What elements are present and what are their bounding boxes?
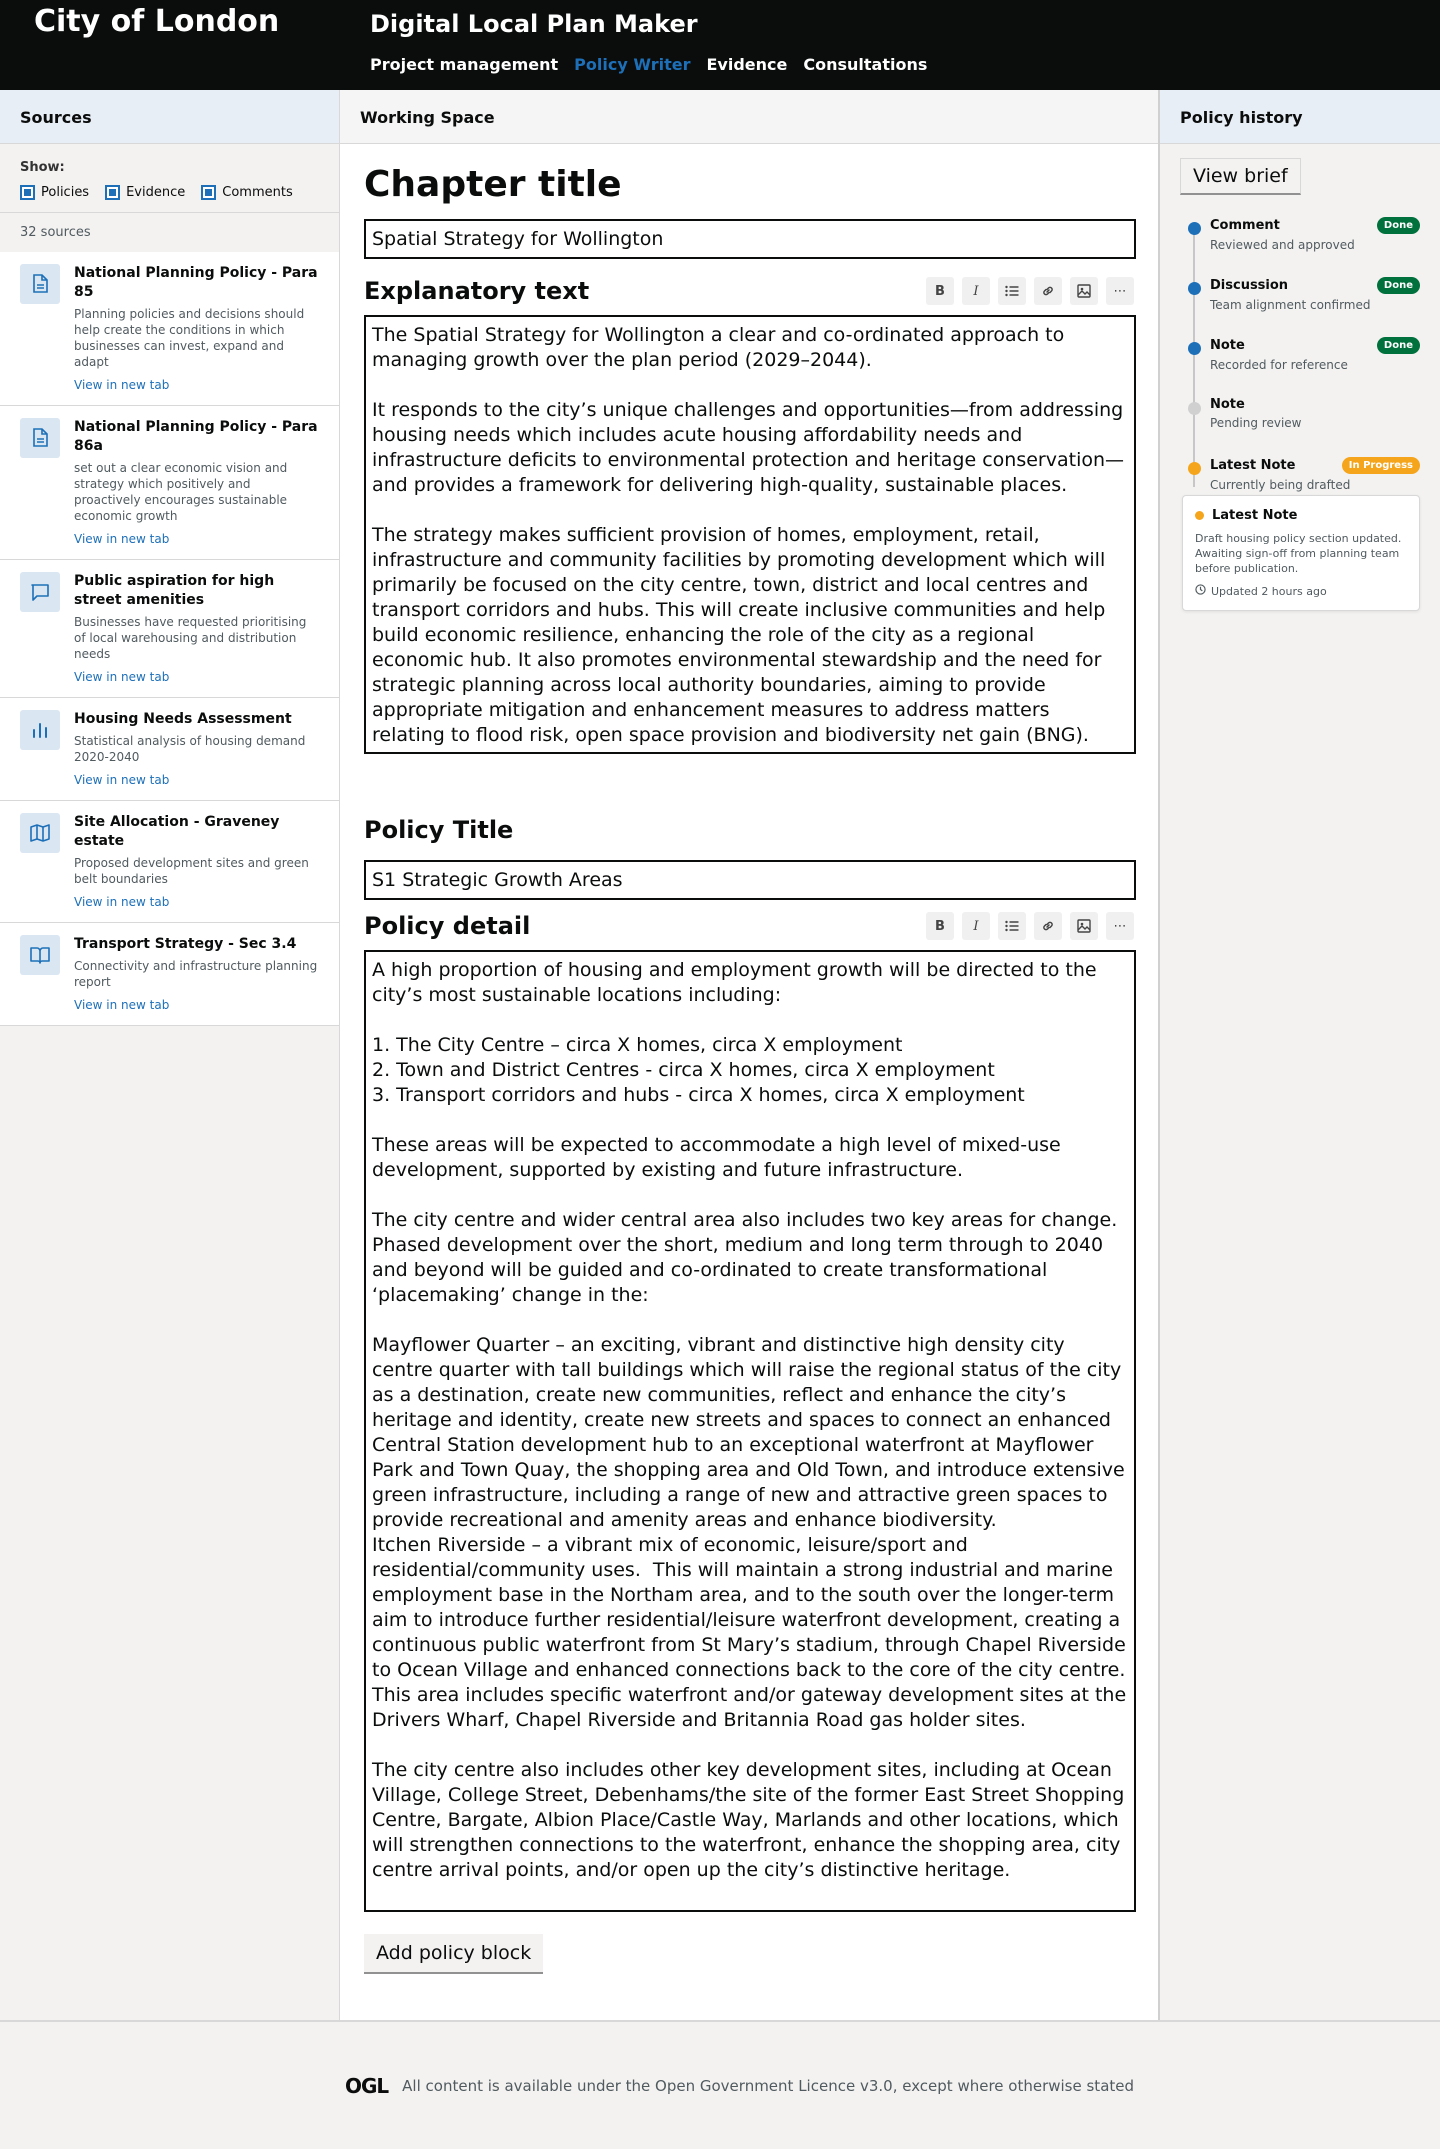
policy-history-heading: Policy history: [1160, 90, 1440, 144]
source-item: [0, 560, 339, 698]
status-dot: [1188, 402, 1201, 415]
status-dot: [1188, 462, 1201, 475]
timeline-title: Comment: [1210, 218, 1280, 233]
timeline-sub: Pending review: [1210, 416, 1302, 430]
app-title: Digital Local Plan Maker: [370, 10, 698, 38]
checkbox-comments[interactable]: [201, 185, 216, 200]
timeline-title: Note: [1210, 338, 1245, 353]
source-title: Transport Strategy - Sec 3.4: [74, 936, 297, 952]
card-title: Latest Note: [1212, 508, 1298, 523]
nav-evidence[interactable]: Evidence: [706, 55, 788, 74]
main-area: [0, 90, 1440, 2020]
explanatory-toolbar: [926, 277, 1134, 305]
licence-text-after: , except where otherwise stated: [892, 2076, 1135, 2095]
checkbox-evidence[interactable]: [105, 185, 120, 200]
timeline-sub: Reviewed and approved: [1210, 238, 1355, 252]
timeline-sub: Recorded for reference: [1210, 358, 1348, 372]
source-title: Public aspiration for high street amenities: [74, 573, 275, 608]
filter-evidence[interactable]: [105, 185, 185, 200]
more-icon[interactable]: ⋯: [1106, 277, 1134, 305]
status-dot: [1195, 511, 1204, 520]
sources-panel: [0, 90, 340, 2020]
licence-text: [402, 2077, 1134, 2095]
source-title: National Planning Policy - Para 86a: [74, 419, 318, 454]
source-desc: Connectivity and infrastructure planning report: [74, 959, 318, 989]
explanatory-text-area[interactable]: The Spatial Strategy for Wollington a clear and co-ordinated approach to managing growth over the plan period (2029–2044). It responds to the city’s unique challenges and opportunities—from addressing housing needs which includes acute housing affordability needs and infrastructure deficits to environmental protection and heritage conservation—and provides a framework for delivering high-quality, sustainable places. The strategy makes sufficient provision of homes, employment, retail, infrastructure and community facilities by promoting development which will primarily be focused on the city centre, town, district and local centres and transport corridors and hubs. This will create inclusive communities and help build economic resilience, enhancing the role of the city as a regional economic hub. It also promotes environmental stewardship and the need for strategic planning across local authority boundaries, aiming to provide appropriate mitigation and enhancement measures to address matters relating to flood risk, open space provision and biodiversity net gain (BNG).: [364, 315, 1136, 754]
timeline-item[interactable]: [1180, 217, 1420, 277]
source-item: [0, 801, 339, 923]
status-badge: Done: [1377, 337, 1420, 354]
comment-icon: [20, 572, 60, 612]
filter-policies-label: Policies: [41, 185, 90, 200]
view-in-new-tab-link[interactable]: View in new tab: [74, 773, 170, 787]
policy-detail-toolbar: [926, 912, 1134, 940]
filter-comments[interactable]: [201, 185, 292, 200]
latest-note-card[interactable]: [1182, 495, 1420, 611]
source-desc: set out a clear economic vision and strategy which positively and proactively encourages sustainable economic growth: [74, 461, 288, 523]
more-icon[interactable]: ⋯: [1106, 912, 1134, 940]
policy-detail-area[interactable]: A high proportion of housing and employment growth will be directed to the city’s most sustainable locations including: 1. The City Centre – circa X homes, circa X employment 2. Town and District Centres - circa X homes, circa X employment 3. Transport corridors and hubs - circa X homes, circa X employment These areas will be expected to accommodate a high level of mixed-use development, supported by existing and future infrastructure. The city centre and wider central area also includes two key areas for change. Phased development over the short, medium and long term through to 2040 and beyond will be guided and co-ordinated to create transformational ‘placemaking’ change in the: Mayflower Quarter – an exciting, vibrant and distinctive high density city centre quarter with tall buildings which will raise the regional status of the city as a destination, create new communities, reflect and enhance the city’s heritage and identity, create new streets and spaces to connect an enhanced Central Station development hub to an exceptional waterfront at Mayflower Park and Town Quay, the shopping area and Old Town, and introduce extensive green infrastructure, including a range of new and attractive green spaces to provide recreational and amenity areas and enhance biodiversity. Itchen Riverside – a vibrant mix of economic, leisure/sport and residential/community uses. This will maintain a strong industrial and marine employment base in the Northam area, and to the south over the longer-term aim to introduce further residential/leisure waterfront development, creating a continuous public waterfront from St Mary’s stadium, through Chapel Riverside to Ocean Village and enhanced connections back to the core of the city centre. This area includes specific waterfront and/or gateway development sites at the Drivers Wharf, Chapel Riverside and Britannia Road gas holder sites. The city centre also includes other key development sites, including at Ocean Village, College Street, Debenhams/the site of the former East Street Shopping Centre, Bargate, Albion Place/Castle Way, Marlands and other locations, which will strengthen connections to the waterfront, enhance the shopping area, city centre arrival points, and/or open up the city’s distinctive heritage.: [364, 950, 1136, 1912]
nav-consultations[interactable]: Consultations: [803, 55, 928, 74]
nav-project-management[interactable]: Project management: [370, 55, 559, 74]
sources-list: [0, 252, 339, 1026]
show-filters: [0, 144, 339, 213]
explanatory-text-heading: Explanatory text: [364, 277, 590, 305]
filter-comments-label: Comments: [222, 185, 293, 200]
source-desc: Planning policies and decisions should help create the conditions in which businesses can invest, expand and adapt: [74, 307, 305, 369]
timeline-sub: Currently being drafted: [1210, 478, 1351, 492]
view-in-new-tab-link[interactable]: View in new tab: [74, 670, 170, 684]
bold-icon[interactable]: B: [926, 277, 954, 305]
link-icon[interactable]: [1034, 912, 1062, 940]
source-title: Site Allocation - Graveney estate: [74, 814, 280, 849]
policy-detail-heading: Policy detail: [364, 912, 531, 940]
source-item: [0, 252, 339, 406]
status-dot: [1188, 282, 1201, 295]
view-in-new-tab-link[interactable]: View in new tab: [74, 378, 170, 392]
bold-icon[interactable]: B: [926, 912, 954, 940]
working-space-heading: Working Space: [340, 90, 1158, 144]
book-icon: [20, 935, 60, 975]
checkbox-policies[interactable]: [20, 185, 35, 200]
licence-link[interactable]: Open Government Licence v3.0: [655, 2076, 893, 2095]
main-nav: [370, 55, 927, 74]
status-dot: [1188, 222, 1201, 235]
source-title: Housing Needs Assessment: [74, 711, 292, 727]
source-title: National Planning Policy - Para 85: [74, 265, 318, 300]
map-icon: [20, 813, 60, 853]
history-timeline: [1180, 217, 1420, 611]
ogl-logo: OGL: [345, 2073, 389, 2098]
source-desc: Businesses have requested prioritising of local warehousing and distribution needs: [74, 615, 307, 661]
site-header: [0, 0, 1440, 90]
site-footer: [0, 2020, 1440, 2149]
show-label: Show:: [20, 160, 65, 175]
source-item: [0, 698, 339, 801]
status-badge: In Progress: [1342, 457, 1420, 474]
italic-icon[interactable]: I: [962, 912, 990, 940]
status-dot: [1188, 342, 1201, 355]
document-icon: [20, 264, 60, 304]
view-brief-button[interactable]: View brief: [1180, 158, 1301, 195]
clock-icon: [1195, 584, 1206, 598]
working-space: [340, 90, 1160, 2020]
status-badge: Done: [1377, 277, 1420, 294]
source-item: [0, 406, 339, 560]
timeline-title: Latest Note: [1210, 458, 1296, 473]
timeline-title: Discussion: [1210, 278, 1289, 293]
brand-logo[interactable]: City of London: [34, 4, 280, 39]
licence-text-before: All content is available under the: [402, 2076, 656, 2095]
source-desc: Statistical analysis of housing demand 2020-2040: [74, 734, 306, 764]
timeline-title: Note: [1210, 397, 1245, 412]
chapter-title-heading: Chapter title: [364, 164, 622, 205]
bar-chart-icon: [20, 710, 60, 750]
source-desc: Proposed development sites and green belt boundaries: [74, 856, 309, 886]
link-icon[interactable]: [1034, 277, 1062, 305]
filter-policies[interactable]: [20, 185, 89, 200]
timeline-item[interactable]: [1180, 457, 1420, 493]
list-icon[interactable]: [998, 277, 1026, 305]
view-in-new-tab-link[interactable]: View in new tab: [74, 998, 170, 1012]
timeline-sub: Team alignment confirmed: [1210, 298, 1371, 312]
policy-title-heading: Policy Title: [364, 816, 514, 844]
view-in-new-tab-link[interactable]: View in new tab: [74, 895, 170, 909]
policy-title-input[interactable]: S1 Strategic Growth Areas: [364, 860, 1136, 900]
timeline-item[interactable]: [1180, 397, 1420, 457]
document-icon: [20, 418, 60, 458]
list-icon[interactable]: [998, 912, 1026, 940]
image-icon[interactable]: [1070, 912, 1098, 940]
card-meta: Updated 2 hours ago: [1211, 584, 1327, 598]
image-icon[interactable]: [1070, 277, 1098, 305]
source-item: [0, 923, 339, 1026]
status-badge: Done: [1377, 217, 1420, 234]
add-policy-block-button[interactable]: Add policy block: [364, 1934, 543, 1974]
italic-icon[interactable]: I: [962, 277, 990, 305]
filter-evidence-label: Evidence: [126, 185, 186, 200]
timeline-item[interactable]: [1180, 277, 1420, 337]
nav-policy-writer[interactable]: Policy Writer: [574, 55, 691, 74]
policy-history-panel: [1160, 90, 1440, 2020]
view-in-new-tab-link[interactable]: View in new tab: [74, 532, 170, 546]
card-description: Draft housing policy section updated. Awaiting sign-off from planning team before publication.: [1195, 532, 1402, 575]
timeline-item[interactable]: [1180, 337, 1420, 397]
chapter-title-input[interactable]: Spatial Strategy for Wollington: [364, 219, 1136, 259]
sources-count: 32 sources: [20, 225, 91, 240]
sources-heading: Sources: [0, 90, 339, 144]
